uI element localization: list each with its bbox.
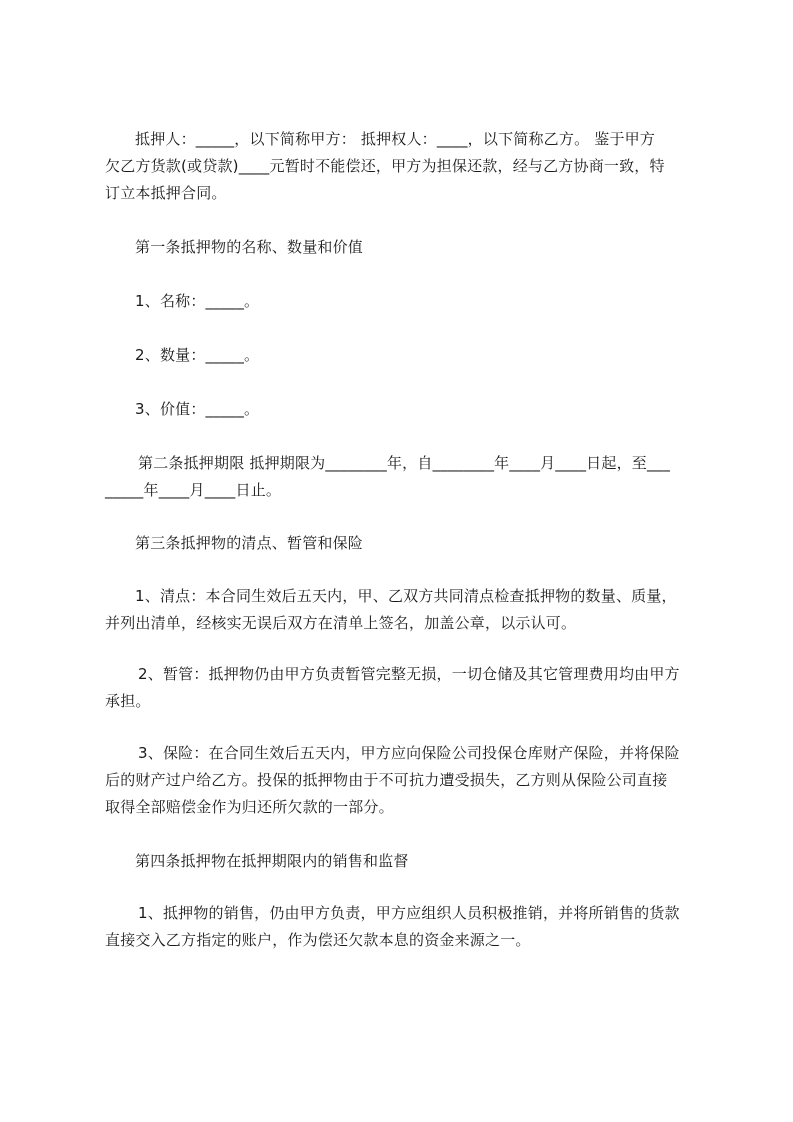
- article-3-item-count: 1、清点：本合同生效后五天内，甲、乙双方共同清点检查抵押物的数量、质量， 并列出清单，经核实无误后双方在清单上签名，加盖公章，以示认可。: [105, 587, 677, 632]
- article-3-item-custody: 2、暂管：抵押物仍由甲方负责暂管完整无损，一切仓储及其它管理费用均由甲方 承担。: [105, 665, 680, 710]
- article-4-heading: 第四条抵押物在抵押期限内的销售和监督: [135, 852, 409, 870]
- article-1-item-value: 3、价值：_____。: [135, 400, 260, 418]
- article-4-item-sales: 1、抵押物的销售，仍由甲方负责，甲方应组织人员积极推销，并将所销售的货款 直接交入乙方指定的账户，作为偿还欠款本息的资金来源之一。: [105, 904, 680, 949]
- intro-line-1: 抵押人：_____，以下简称甲方： 抵押权人：____，以下简称乙方。 鉴于甲方: [135, 130, 656, 148]
- article-3-heading: 第三条抵押物的清点、暂管和保险: [135, 534, 364, 552]
- intro-paragraph: [105, 126, 705, 207]
- article-2-line-1: 第二条抵押期限 抵押期限为________年，自________年____月____日起，至___: [138, 454, 671, 472]
- article-1-heading: 第一条抵押物的名称、数量和价值: [135, 238, 364, 256]
- intro-line-2: 欠乙方货款(或贷款)____元暂时不能偿还，甲方为担保还款，经与乙方协商一致，特: [105, 157, 665, 175]
- article-1-item-quantity: 2、数量：_____。: [135, 346, 260, 364]
- intro-line-3: 订立本抵押合同。: [105, 184, 227, 202]
- article-2-paragraph: [105, 450, 705, 504]
- article-1-item-name: 1、名称：_____。: [135, 292, 260, 310]
- article-2-line-2: _____年____月____日止。: [105, 481, 282, 499]
- article-3-item-insurance: 3、保险：在合同生效后五天内，甲方应向保险公司投保仓库财产保险，并将保险 后的财产过户给乙方。投保的抵押物由于不可抗力遭受损失，乙方则从保险公司直接 取得全部赔偿金作为归还所欠款的一部分。: [105, 744, 680, 816]
